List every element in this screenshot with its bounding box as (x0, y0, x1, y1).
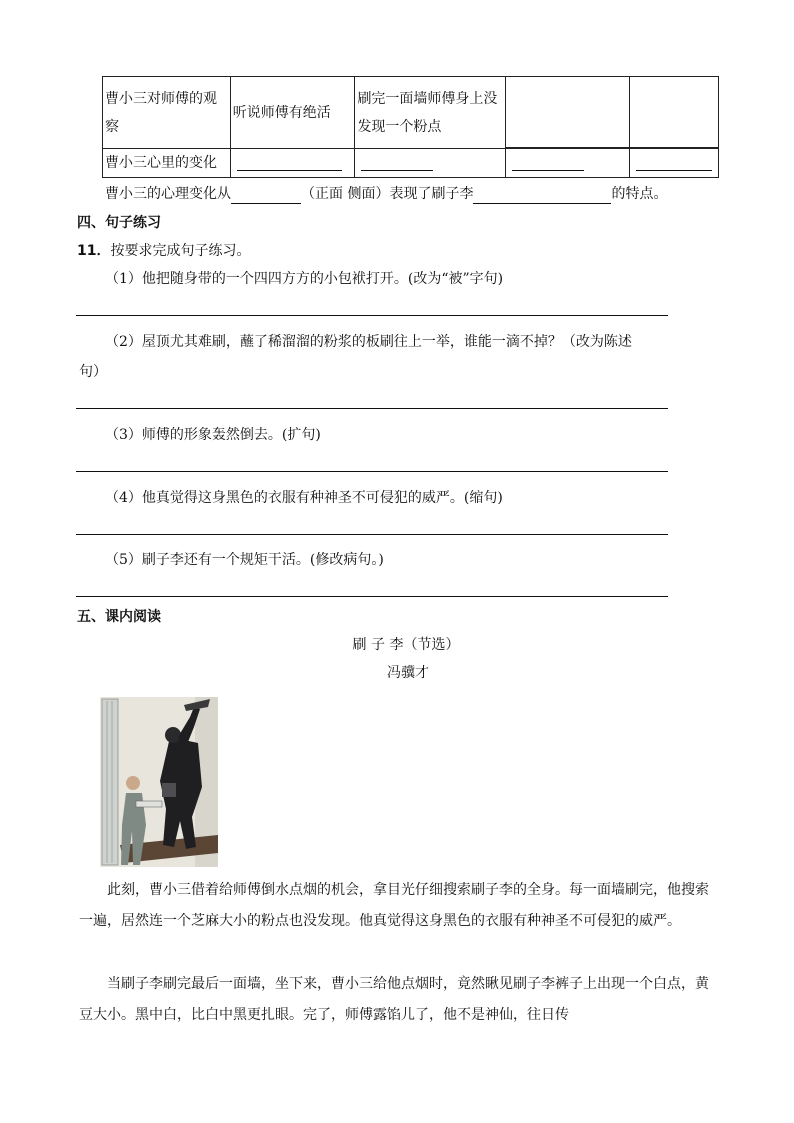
table-row-label-observation: 曹小三对师傅的观察 (103, 77, 231, 149)
question-item-2: （2）屋顶尤其难刷，蘸了稀溜溜的粉浆的板刷往上一举，谁能一滴不掉？（改为陈述 (105, 334, 632, 350)
observation-table (102, 76, 719, 178)
illustration (100, 697, 218, 867)
article-paragraph: 当刷子李刷完最后一面墙，坐下来，曹小三给他点烟时，竟然瞅见刷子李裤子上出现一个白点，黄豆大小。黑中白，比白中黑更扎眼。完了，师傅露馅儿了，他不是神仙，往日传 (79, 976, 709, 1023)
table-cell-blank[interactable] (630, 77, 719, 148)
article-paragraph: 此刻，曹小三借着给师傅倒水点烟的机会，拿目光仔细搜索刷子李的全身。每一面墙刷完，他搜索一遍，居然连一个芝麻大小的粉点也没发现。他真觉得这身黑色的衣服有种神圣不可侵犯的威严。 (79, 882, 709, 929)
answer-line[interactable] (76, 315, 668, 316)
answer-blank[interactable] (231, 189, 301, 204)
answer-line[interactable] (76, 408, 668, 409)
question-item-5: （5）刷子李还有一个规矩干活。(修改病句。) (105, 552, 384, 568)
answer-line[interactable] (76, 471, 668, 472)
answer-blank[interactable] (506, 149, 630, 178)
table-cell-blank[interactable] (506, 77, 630, 148)
question-item-2-cont: 句） (79, 364, 107, 380)
question-item-1: （1）他把随身带的一个四四方方的小包袱打开。(改为“被”字句) (105, 271, 504, 287)
section-title: 五、课内阅读 (77, 609, 161, 625)
table-cell-no-dot: 刷完一面墙师傅身上没发现一个粉点 (355, 77, 506, 149)
answer-line[interactable] (76, 596, 668, 597)
table-row-label-change: 曹小三心里的变化 (103, 149, 231, 178)
table-cell-heard: 听说师傅有绝活 (230, 77, 355, 149)
section-title: 四、句子练习 (77, 215, 161, 231)
question-item-3: （3）师傅的形象轰然倒去。(扩句) (105, 427, 321, 443)
answer-blank[interactable] (630, 149, 719, 178)
fill-sentence: 曹小三的心理变化从 （正面 侧面）表现了刷子李 的特点。 (105, 186, 668, 202)
answer-blank[interactable] (230, 149, 355, 178)
question-heading: 11．按要求完成句子练习。 (77, 243, 251, 259)
article-author: 冯骥才 (387, 665, 429, 681)
answer-blank[interactable] (473, 189, 611, 204)
answer-line[interactable] (76, 534, 668, 535)
answer-blank[interactable] (355, 149, 506, 178)
question-item-4: （4）他真觉得这身黑色的衣服有种神圣不可侵犯的威严。(缩句) (105, 490, 503, 506)
article-title: 刷 子 李（节选） (352, 637, 460, 653)
